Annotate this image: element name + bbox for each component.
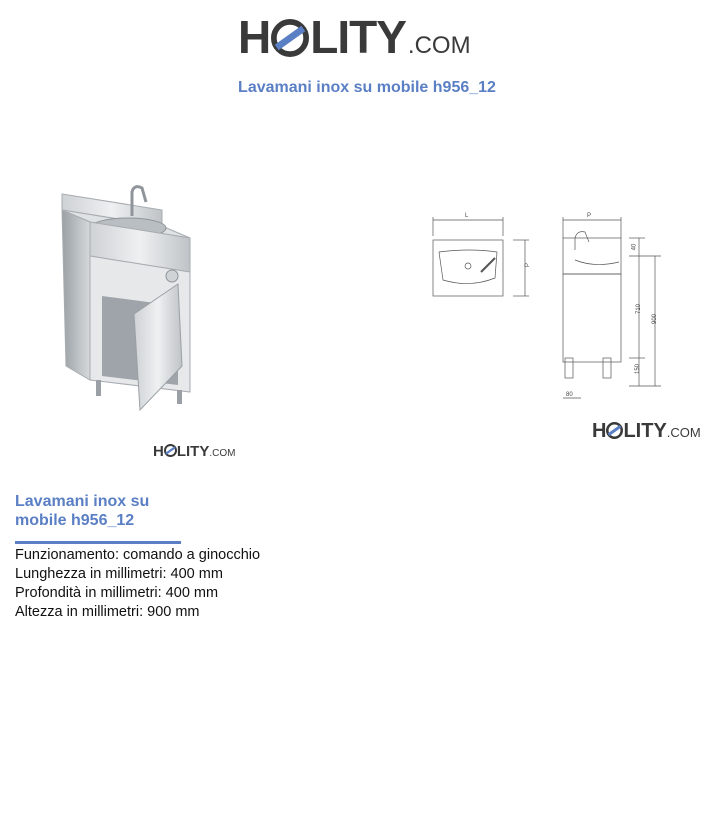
logo-suffix: .COM	[209, 448, 236, 459]
product-name	[15, 492, 215, 530]
dim-label-depth-side: P	[525, 262, 532, 268]
logo-text-lity: LITY	[176, 443, 210, 460]
dim-label-150: 150	[635, 363, 642, 375]
holity-logo	[238, 11, 471, 63]
holity-o-icon	[606, 422, 623, 439]
dim-label-40: 40	[631, 243, 638, 251]
title-underline	[15, 541, 181, 544]
holity-o-icon	[271, 19, 309, 57]
holity-logo-small-photo	[153, 443, 235, 459]
technical-drawing	[425, 208, 665, 408]
logo-suffix: .COM	[666, 425, 701, 440]
logo-text-lity: LITY	[310, 11, 406, 63]
dim-label-80: 80	[566, 392, 573, 398]
page-title: Lavamani inox su mobile h956_12	[238, 79, 496, 96]
product-name-line2: mobile h956_12	[15, 512, 135, 529]
dim-label-length: L	[465, 213, 469, 219]
holity-o-icon	[164, 444, 177, 457]
dim-label-depth-top: P	[587, 213, 592, 219]
dim-label-900: 900	[652, 313, 659, 325]
dim-label-710: 710	[636, 303, 643, 315]
holity-logo-small-drawing	[592, 420, 701, 441]
product-name-line1: Lavamani inox su	[15, 493, 150, 510]
spec-item: Altezza in millimetri: 900 mm	[15, 604, 200, 620]
product-photo	[50, 180, 210, 420]
logo-suffix: .COM	[407, 32, 471, 59]
logo-text-lity: LITY	[623, 420, 667, 442]
spec-item: Profondità in millimetri: 400 mm	[15, 585, 219, 601]
spec-item: Funzionamento: comando a ginocchio	[15, 547, 261, 563]
logo-text-h: H	[153, 443, 164, 460]
logo-text-h: H	[238, 11, 271, 63]
spec-list	[15, 546, 260, 622]
logo-text-h: H	[592, 420, 607, 442]
spec-item: Lunghezza in millimetri: 400 mm	[15, 566, 223, 582]
